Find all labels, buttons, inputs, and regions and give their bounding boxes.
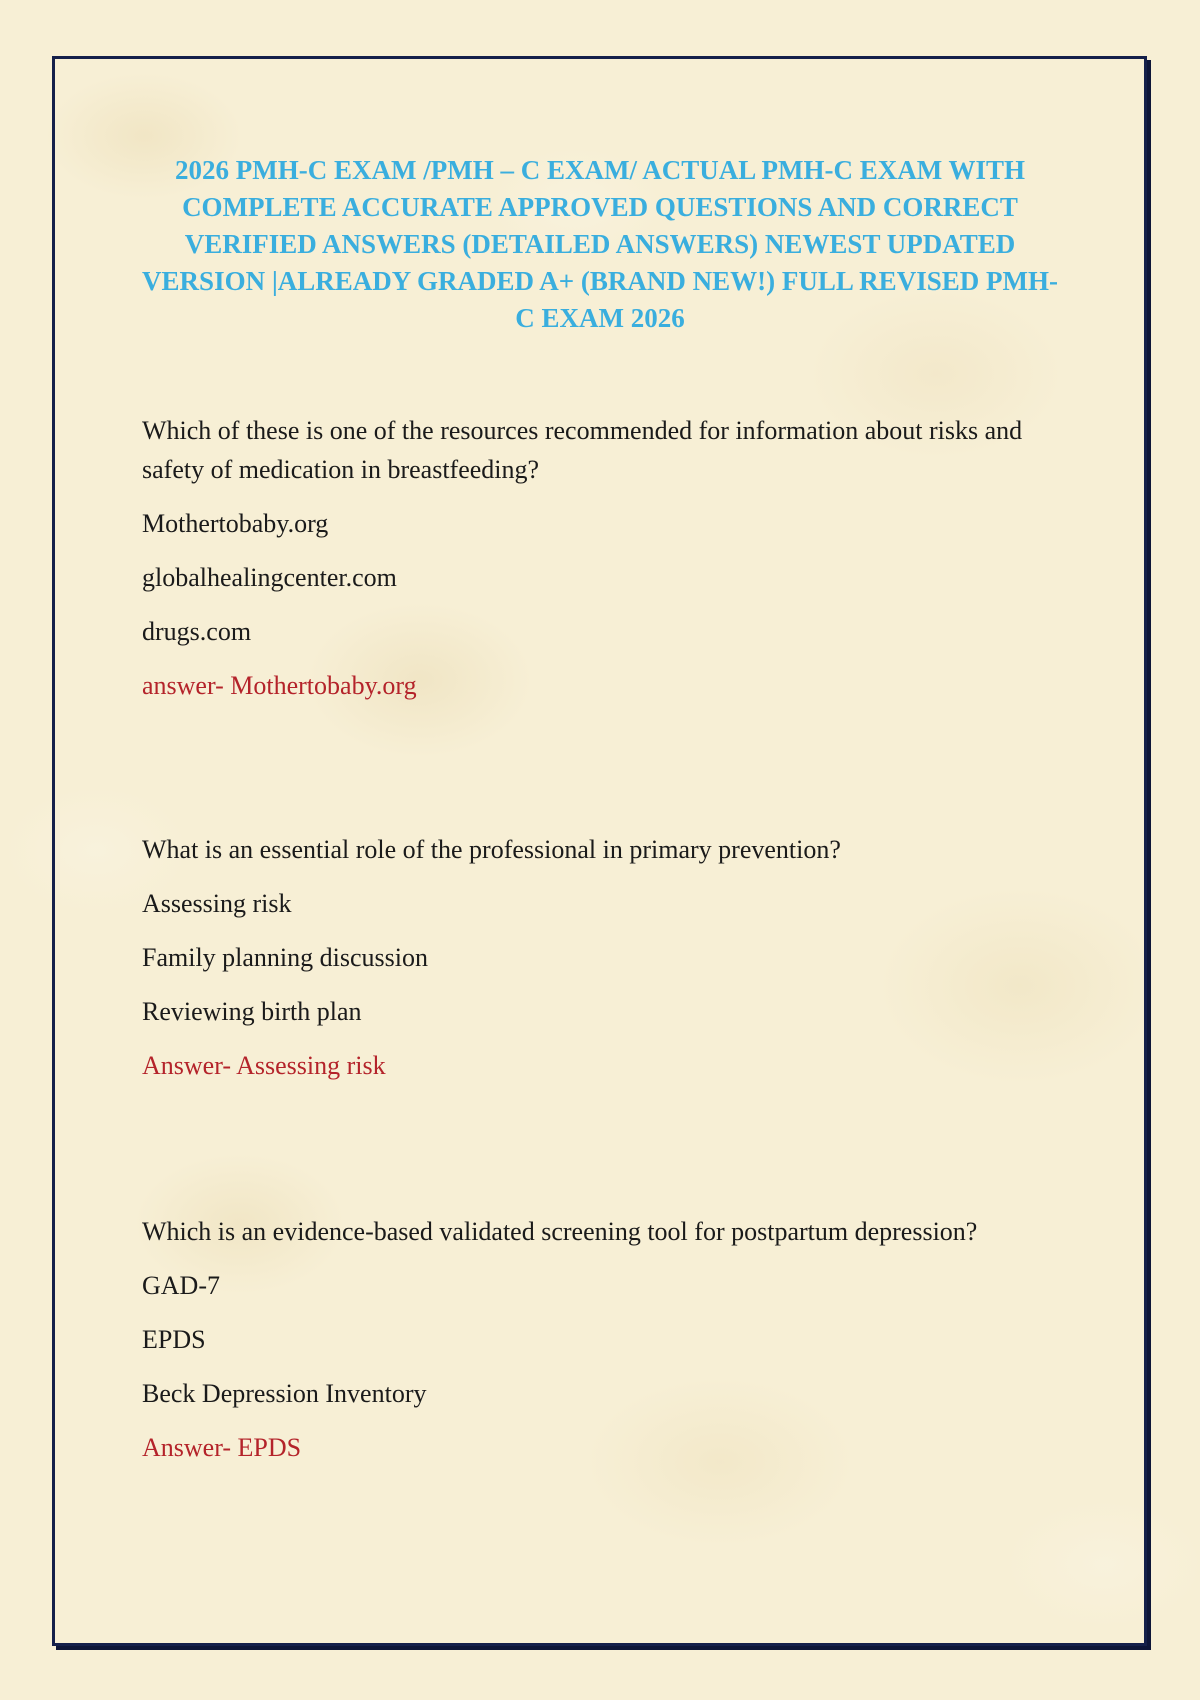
answer-option: GAD-7: [142, 1271, 220, 1300]
answer-option: drugs.com: [142, 617, 252, 646]
correct-answer: Answer- Assessing risk: [142, 1051, 386, 1080]
answer-option: Assessing risk: [142, 889, 292, 918]
answer-option: Mothertobaby.org: [142, 509, 329, 538]
question-text: Which is an evidence-based validated screening tool for postpartum depression?: [142, 1217, 978, 1246]
document-title: 2026 PMH-C EXAM /PMH – C EXAM/ ACTUAL PMH-C EXAM WITH COMPLETE ACCURATE APPROVED QUESTIONS AND CORRECT VERIFIED ANSWERS (DETAILED ANSWERS) NEWEST UPDATED VERSION |ALREADY GRADED A+ (BRAND NEW!) FULL REVISED PMH-C EXAM 2026: [142, 155, 1058, 333]
question-block: [142, 411, 1042, 705]
question-text: Which of these is one of the resources recommended for information about risks and safety of medication in breastfeeding?: [142, 416, 1023, 484]
correct-answer: answer- Mothertobaby.org: [142, 671, 417, 700]
answer-option: Family planning discussion: [142, 943, 428, 972]
question-block: [142, 1212, 1042, 1467]
answer-option: EPDS: [142, 1325, 206, 1354]
answer-option: Beck Depression Inventory: [142, 1379, 427, 1408]
question-block: [142, 830, 1042, 1085]
answer-option: Reviewing birth plan: [142, 997, 362, 1026]
correct-answer: Answer- EPDS: [142, 1433, 302, 1462]
answer-option: globalhealingcenter.com: [142, 563, 397, 592]
question-text: What is an essential role of the professional in primary prevention?: [142, 835, 841, 864]
